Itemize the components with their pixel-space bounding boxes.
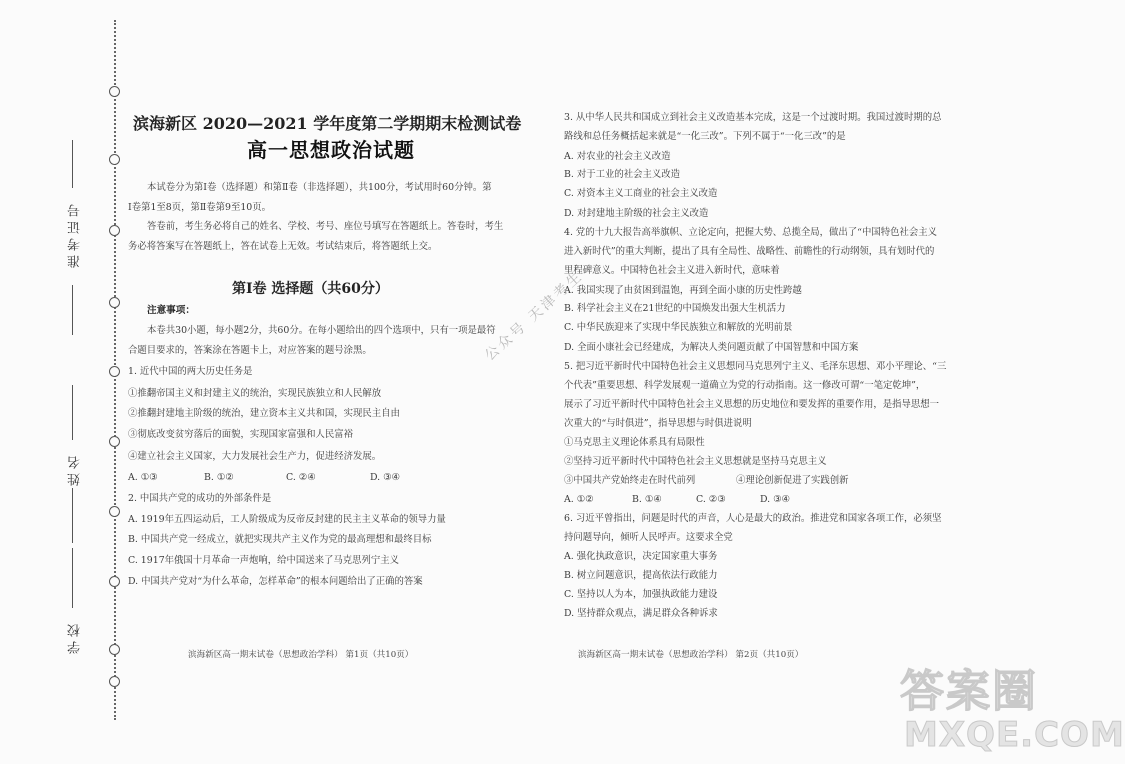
q6-stem: 6. 习近平曾指出，问题是时代的声音，人心是最大的政治。推进党和国家各项工作，必须坚	[564, 513, 942, 524]
q4-stem: 里程碑意义。中国特色社会主义进入新时代，意味着	[564, 265, 780, 276]
q1-option-c: C. ②④	[286, 472, 316, 483]
q5-item: ④理论创新促进了实践创新	[736, 475, 849, 486]
exam-title: 滨海新区 2020—2021 学年度第二学期期末检测试卷	[133, 114, 522, 133]
q1-item: ③彻底改变贫穷落后的面貌，实现国家富强和人民富裕	[128, 429, 354, 440]
q5-item: ②坚持习近平新时代中国特色社会主义思想就是坚持马克思主义	[564, 456, 827, 467]
section-title: 第Ⅰ卷 选择题（共60分）	[232, 281, 389, 297]
q6-option-d: D. 坚持群众观点，满足群众各种诉求	[564, 608, 718, 619]
q5-item: ③中国共产党始终走在时代前列	[564, 475, 696, 486]
right-footer: 滨海新区高一期末试卷（思想政治学科） 第2页（共10页）	[578, 650, 804, 660]
q3-stem: 3. 从中华人民共和国成立到社会主义改造基本完成，这是一个过渡时期。我国过渡时期的总	[564, 112, 942, 123]
notice-line: 本卷共30小题，每小题2分，共60分。在每小题给出的四个选项中，只有一项是最符	[147, 325, 496, 336]
q4-stem: 4. 党的十九大报告高举旗帜、立论定向，把握大势、总揽全局，做出了“中国特色社会主义	[564, 227, 937, 238]
q4-option-b: B. 科学社会主义在21世纪的中国焕发出强大生机活力	[564, 303, 786, 314]
q6-option-c: C. 坚持以人为本，加强执政能力建设	[564, 589, 718, 600]
q5-stem: 展示了习近平新时代中国特色社会主义思想的历史地位和要发挥的重要作用，是指导思想一	[564, 399, 940, 410]
notice-line: 合题目要求的，答案涂在答题卡上，对应答案的题号涂黑。	[128, 345, 372, 356]
q5-option-d: D. ③④	[760, 494, 790, 505]
q5-stem: 个代表”重要思想、科学发展观一道确立为党的行动指南。这一修改可谓“一笔定乾坤”，	[564, 380, 926, 391]
left-page	[0, 0, 540, 764]
q3-option-d: D. 对封建地主阶级的社会主义改造	[564, 208, 709, 219]
q1-option-b: B. ①②	[204, 472, 234, 483]
intro-line: 答卷前，考生务必将自己的姓名、学校、考号、座位号填写在答题纸上。答卷时，考生	[147, 221, 504, 232]
q1-item: ①推翻帝国主义和封建主义的统治，实现民族独立和人民解放	[128, 388, 382, 399]
q2-option-d: D. 中国共产党对“为什么革命，怎样革命”的根本问题给出了正确的答案	[128, 576, 423, 587]
q4-option-a: A. 我国实现了由贫困到温饱，再到全面小康的历史性跨越	[564, 285, 802, 296]
exam-no-label: 准考证号	[68, 200, 83, 268]
q5-option-c: C. ②③	[696, 494, 726, 505]
q2-option-b: B. 中国共产党一经成立，就把实现共产主义作为党的最高理想和最终目标	[128, 534, 432, 545]
q2-option-c: C. 1917年俄国十月革命一声炮响，给中国送来了马克思列宁主义	[128, 555, 400, 566]
name-label: 姓名	[68, 452, 83, 486]
school-label: 学校	[68, 620, 83, 654]
q3-option-b: B. 对于工业的社会主义改造	[564, 169, 680, 180]
q6-option-b: B. 树立问题意识，提高依法行政能力	[564, 570, 718, 581]
q5-item: ①马克思主义理论体系具有局限性	[564, 437, 705, 448]
q2-option-a: A. 1919年五四运动后，工人阶级成为反帝反封建的民主主义革命的领导力量	[128, 514, 446, 525]
q3-option-a: A. 对农业的社会主义改造	[564, 151, 671, 162]
intro-line: 本试卷分为第Ⅰ卷（选择题）和第Ⅱ卷（非选择题），共100分，考试用时60分钟。第	[147, 182, 492, 193]
q1-stem: 1. 近代中国的两大历史任务是	[128, 366, 253, 377]
q1-item: ④建立社会主义国家，大力发展社会生产力，促进经济发展。	[128, 451, 382, 462]
q2-stem: 2. 中国共产党的成功的外部条件是	[128, 493, 272, 504]
notice-title: 注意事项：	[147, 305, 195, 316]
intro-line: Ⅰ卷第1至8页，第Ⅱ卷第9至10页。	[128, 202, 272, 213]
q5-stem: 次重大的“与时俱进”，指导思想与时俱进说明	[564, 418, 752, 429]
q5-option-b: B. ①④	[632, 494, 662, 505]
right-page	[540, 0, 1080, 764]
q1-item: ②推翻封建地主阶级的统治，建立资本主义共和国，实现民主自由	[128, 408, 400, 419]
q6-stem: 持问题导向，倾听人民呼声。这要求全党	[564, 532, 733, 543]
q3-option-c: C. 对资本主义工商业的社会主义改造	[564, 188, 718, 199]
site-stamp	[900, 655, 1125, 763]
stamp-url-text: MXQE.COM	[904, 715, 1125, 755]
q4-option-d: D. 全面小康社会已经建成，为解决人类问题贡献了中国智慧和中国方案	[564, 342, 859, 353]
subject-title: 高一思想政治试题	[247, 138, 415, 162]
q4-stem: 进入新时代”的重大判断，提出了具有全局性、战略性、前瞻性的行动纲领，具有划时代的	[564, 246, 935, 257]
left-footer: 滨海新区高一期末试卷（思想政治学科） 第1页（共10页）	[188, 650, 414, 660]
q1-option-d: D. ③④	[370, 472, 400, 483]
intro-line: 务必将答案写在答题纸上，答在试卷上无效。考试结束后，将答题纸上交。	[128, 241, 438, 252]
q3-stem: 路线和总任务概括起来就是“一化三改”。下列不属于“一化三改”的是	[564, 131, 846, 142]
q5-stem: 5. 把习近平新时代中国特色社会主义思想同马克思列宁主义、毛泽东思想、邓小平理论、“三	[564, 361, 947, 372]
q6-option-a: A. 强化执政意识，决定国家重大事务	[564, 551, 718, 562]
watermark-text: 公众号 天津考生	[482, 267, 587, 365]
q1-option-a: A. ①③	[128, 472, 158, 483]
q4-option-c: C. 中华民族迎来了实现中华民族独立和解放的光明前景	[564, 322, 793, 333]
stamp-logo-text: 答案圈	[900, 666, 1038, 717]
q5-option-a: A. ①②	[564, 494, 594, 505]
